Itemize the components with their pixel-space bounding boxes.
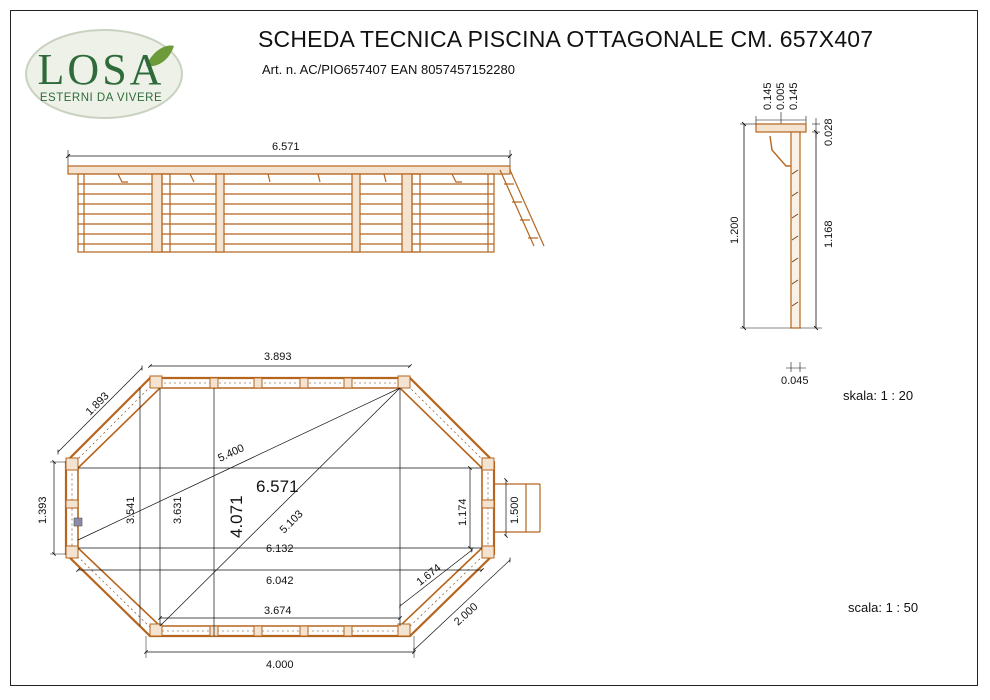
plan-diag-bottom-right-label: 2.000 [451,600,481,629]
plan-width-label: 4.071 [227,495,246,538]
plan-inner-a-label: 3.541 [125,496,137,524]
plan-ladder-label: 1.500 [509,496,521,524]
section-top-a-label: 0.145 [762,82,774,110]
plan-scale: scala: 1 : 50 [848,600,919,615]
plan-inner-length-b-label: 6.042 [266,575,294,587]
plan-inner-b-label: 3.631 [172,496,184,524]
plan-inner-length-a-label: 6.132 [266,543,294,555]
plan-diagonal-side-label: 1.893 [83,390,112,419]
article-number: Art. n. AC/PIO657407 EAN 8057457152280 [262,62,515,77]
plan-length-label: 6.571 [256,477,299,496]
section-top-c-label: 0.145 [788,82,800,110]
elevation-wall [68,166,510,252]
plan-bottom-outer-label: 4.000 [266,659,294,671]
plan-diag-inner-right-label: 1.674 [414,561,444,589]
section-thickness-label: 0.045 [781,375,809,387]
section-capping [756,124,806,132]
elevation-ladder [500,170,544,246]
section-total-height-label: 1.200 [729,216,741,244]
plan-construction-lines [78,388,482,636]
section-scale: skala: 1 : 20 [843,388,914,403]
sheet-title: SCHEDA TECNICA PISCINA OTTAGONALE CM. 657X407 [258,26,874,52]
wall-section [729,82,835,387]
section-bracket [770,136,791,166]
section-cap-label: 0.028 [823,118,835,146]
plan-diagonal-long-label: 5.400 [216,442,247,465]
plan-top-straight-label: 3.893 [264,351,292,363]
side-elevation [68,141,544,252]
octagon-plan [37,351,540,671]
logo-name: LOSA [37,45,165,94]
skimmer [74,518,82,526]
plan-diagonal-cross-label: 5.103 [277,508,306,537]
plan-side-left-label: 1.393 [37,496,49,524]
logo-tagline: ESTERNI DA VIVERE [39,92,163,104]
section-top-b-label: 0.005 [775,82,787,110]
plan-bottom-inner-label: 3.674 [264,605,292,617]
plan-side-right-label: 1.174 [457,498,469,526]
section-wall-plank [791,132,800,328]
elevation-length-label: 6.571 [272,141,300,153]
section-wall-height-label: 1.168 [823,220,835,248]
